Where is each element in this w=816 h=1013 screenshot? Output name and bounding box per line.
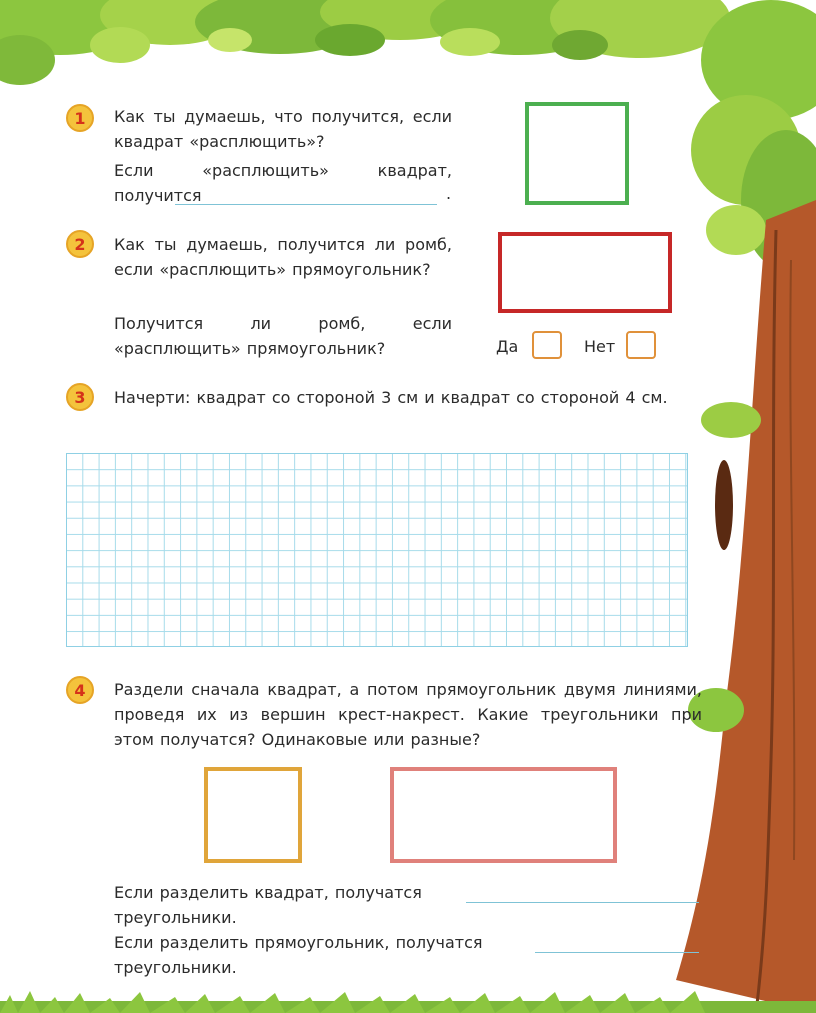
option-yes-label: Да — [496, 337, 519, 356]
task2-prompt: Получится ли ромб, если «расплющить» прямоугольник? — [114, 314, 452, 358]
task4-answer1-line[interactable] — [466, 902, 699, 903]
task3-question: Начерти: квадрат со стороной 3 см и квадрат со стороной 4 см. — [114, 388, 668, 407]
task-number-2: 2 — [66, 230, 94, 258]
grass-illustration — [0, 983, 816, 1013]
task4-answer2-line[interactable] — [535, 952, 699, 953]
task4-answer2-prefix: Если разделить прямоугольник, получатся — [114, 933, 483, 952]
task-number-1: 1 — [66, 104, 94, 132]
option-yes-checkbox[interactable] — [532, 331, 562, 359]
option-no-checkbox[interactable] — [626, 331, 656, 359]
task1-answer-line[interactable] — [175, 204, 437, 205]
task4-question: Раздели сначала квадрат, а потом прямоугольник двумя линиями, проведя их из вершин крест-накрест. Какие треугольники при этом получатся? Одинаковые или разные? — [114, 680, 702, 749]
task-number-4: 4 — [66, 676, 94, 704]
task4-answer2-suffix: треугольники. — [114, 958, 237, 977]
green-square — [525, 102, 629, 205]
task1-answer-prefix: Если «расплющить» квадрат, получится — [114, 161, 452, 205]
task1-answer-suffix: . — [446, 184, 452, 203]
drawing-grid[interactable] — [66, 453, 688, 647]
pink-rectangle — [390, 767, 617, 863]
option-no-label: Нет — [584, 337, 616, 356]
red-rectangle — [498, 232, 672, 313]
task2-question: Как ты думаешь, получится ли ромб, если «расплющить» прямоугольник? — [114, 235, 452, 279]
tree-illustration — [676, 0, 816, 1013]
task1-question: Как ты думаешь, что получится, если квадрат «расплющить»? — [114, 107, 452, 151]
task-number-3: 3 — [66, 383, 94, 411]
orange-square — [204, 767, 302, 863]
task4-answer1-prefix: Если разделить квадрат, получатся — [114, 883, 422, 902]
task4-answer1-suffix: треугольники. — [114, 908, 237, 927]
